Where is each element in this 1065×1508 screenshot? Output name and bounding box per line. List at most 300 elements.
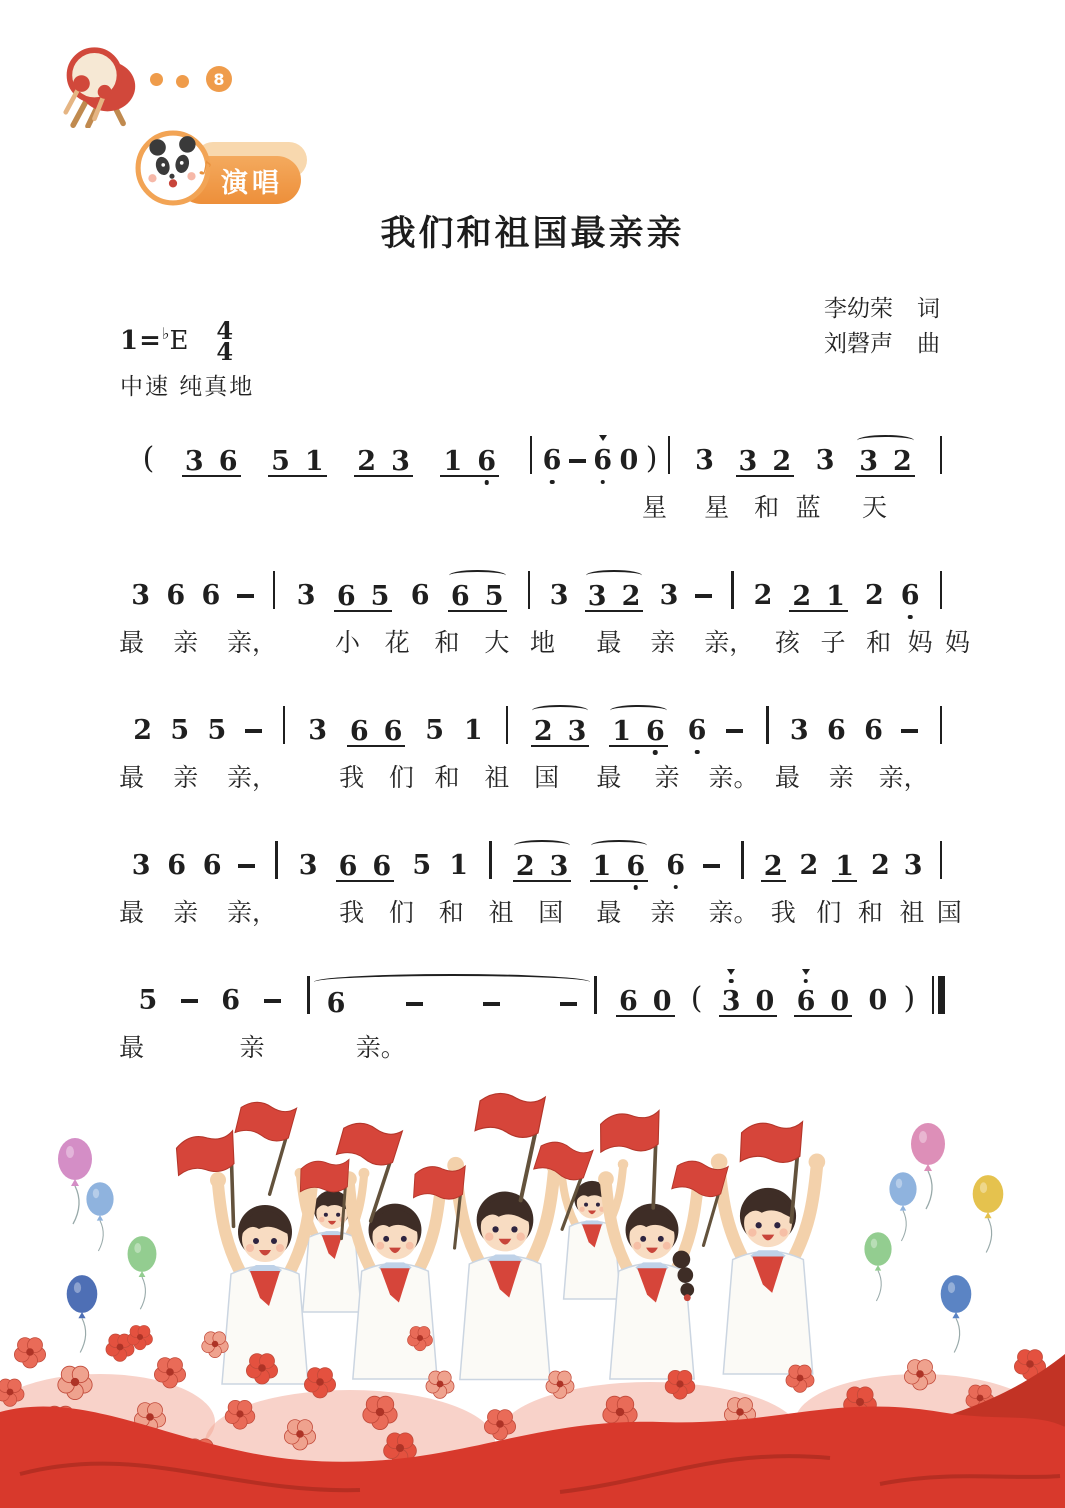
note-digit: 0 [652, 985, 672, 1017]
lyric-syllable: 亲 [173, 898, 199, 927]
slur-arc [314, 974, 591, 990]
note-digit: 6 [618, 985, 638, 1017]
note-digit: 3 [659, 580, 679, 611]
note-digit: 2 [792, 580, 812, 612]
note [550, 582, 569, 609]
lyric-syllable: 蓝 [795, 493, 821, 522]
barline [273, 571, 276, 609]
duration-dash [695, 594, 712, 598]
note-digit: 3 [549, 580, 569, 611]
note-digit: 5 [484, 580, 504, 612]
note [184, 445, 204, 477]
note-digit: 6 [221, 985, 241, 1016]
note [666, 852, 685, 879]
note-digit: 3 [859, 445, 879, 477]
low-octave-dot [695, 750, 700, 755]
note-digit: 5 [138, 985, 158, 1016]
note [593, 447, 612, 474]
note [549, 850, 569, 882]
lyricist-credit [824, 292, 940, 327]
measure [495, 850, 739, 882]
high-octave-dot [729, 979, 734, 984]
lyric-syllable: 最 [119, 763, 145, 792]
note [349, 715, 369, 747]
note-digit: 5 [271, 445, 290, 477]
note-digit: 1 [463, 715, 483, 746]
flower [14, 1338, 45, 1368]
score-system-3 [115, 694, 945, 792]
note [660, 582, 679, 609]
note-digit: 6 [349, 715, 369, 747]
note-digit: 1 [592, 850, 612, 882]
notes-row [115, 829, 945, 882]
note-digit: 2 [772, 445, 792, 477]
note-digit: 3 [738, 445, 758, 477]
low-octave-dot [653, 750, 658, 755]
notes-row [115, 694, 945, 747]
lyric-syllable: 和 [438, 898, 464, 927]
flat-icon: ♭ [161, 323, 170, 343]
note [370, 580, 390, 612]
note [792, 580, 812, 612]
note [326, 987, 346, 1019]
slur-arc [514, 840, 571, 851]
lyric-syllable: 祖 [484, 763, 510, 792]
measure [511, 715, 763, 747]
time-signature [216, 316, 234, 366]
slurred-note-group [590, 850, 649, 882]
note [132, 852, 151, 879]
score-system-2 [115, 559, 971, 657]
note [449, 852, 468, 879]
barline [940, 706, 943, 744]
balloon [86, 1182, 113, 1251]
note-digit: 6 [796, 985, 816, 1017]
slurred-note-group [531, 715, 590, 747]
beamed-note-group [336, 850, 395, 882]
measure [281, 850, 487, 882]
measure [747, 850, 937, 882]
note-digit: 5 [207, 715, 227, 746]
note [652, 985, 672, 1017]
note-digit: 3 [903, 850, 923, 881]
note-digit: 2 [357, 445, 377, 477]
meter-upper: 4 [216, 316, 234, 345]
lyric-syllable: 们 [816, 898, 842, 927]
accent-mark [599, 435, 607, 441]
slur-arc [610, 705, 667, 716]
note-digit: 6 [477, 445, 497, 477]
low-octave-dot [484, 480, 489, 485]
note [207, 717, 226, 744]
decorative-dot [176, 75, 189, 88]
note-digit: 3 [721, 985, 741, 1017]
slurred-note-group [609, 715, 668, 747]
lyric-syllable: 星 [704, 493, 730, 522]
balloon [58, 1138, 92, 1224]
lyric-syllable: 和 [434, 763, 460, 792]
note-digit: 6 [666, 850, 686, 881]
note-digit: 6 [338, 850, 358, 882]
note-digit: 6 [372, 850, 392, 882]
note [304, 445, 324, 477]
lyric-syllable: 亲， [878, 763, 929, 792]
lyric-syllable: 大 [484, 628, 510, 657]
low-octave-dot [673, 885, 678, 890]
measure [673, 445, 936, 477]
note [201, 582, 220, 609]
note [865, 582, 884, 609]
note-digit: 3 [587, 580, 607, 612]
measure [278, 580, 524, 612]
measure [115, 441, 527, 477]
drum-illustration [58, 40, 142, 128]
measure [737, 580, 937, 612]
notes-row [115, 424, 945, 477]
note-digit: 2 [799, 850, 819, 881]
composer-name: 刘磬声 [824, 331, 893, 357]
note [587, 580, 607, 612]
note [336, 580, 356, 612]
lyric-syllable: 祖 [488, 898, 514, 927]
beamed-note-group [334, 580, 393, 612]
lyric-syllable: 星 [642, 493, 668, 522]
note [484, 580, 504, 612]
note-digit: 5 [370, 580, 390, 612]
lyric-syllable: 最 [596, 628, 622, 657]
beamed-note-group [789, 580, 848, 612]
note [450, 580, 470, 612]
note [901, 582, 920, 609]
duration-dash [238, 864, 255, 868]
slurred-note-group [585, 580, 644, 612]
note [763, 850, 783, 882]
note [338, 850, 358, 882]
child [711, 1154, 825, 1374]
note [816, 447, 835, 474]
barline [668, 436, 671, 474]
note [893, 445, 912, 477]
children-illustration [0, 1082, 1065, 1508]
composer-credit [824, 327, 940, 362]
lyricist-name: 李幼荣 [824, 296, 893, 322]
singing-section-badge [133, 128, 318, 216]
lyric-syllable: 和 [754, 493, 780, 522]
duration-dash [237, 594, 254, 598]
lyric-syllable: 们 [388, 763, 414, 792]
notes-row [115, 964, 945, 1019]
balloon [128, 1236, 157, 1309]
note-digit: 2 [133, 715, 153, 746]
page-number-badge [206, 66, 232, 92]
balloon [864, 1232, 891, 1301]
note-digit: 6 [646, 715, 665, 747]
lyric-syllable: 亲， [227, 763, 278, 792]
note [170, 717, 189, 744]
measure [288, 715, 502, 747]
lyric-syllable: 亲 [650, 898, 676, 927]
panda-icon [135, 130, 215, 206]
note-digit: 1 [304, 445, 324, 477]
lyric-syllable: 妈 [907, 628, 933, 657]
close-paren: ) [903, 981, 916, 1016]
note [477, 445, 497, 477]
note-digit: 6 [626, 850, 646, 882]
balloon [911, 1123, 945, 1209]
low-octave-dot [550, 480, 555, 485]
note [560, 1002, 577, 1017]
score-system-1 [115, 424, 945, 522]
beamed-note-group [761, 850, 786, 882]
duration-dash [264, 999, 281, 1003]
duration-dash [569, 459, 586, 463]
lyric-syllable: 我 [339, 763, 365, 792]
note-digit: 0 [868, 985, 888, 1016]
note [755, 985, 775, 1017]
key-signature [120, 316, 234, 366]
note [218, 445, 238, 477]
section-label: 演唱 [221, 167, 283, 199]
note [271, 445, 290, 477]
barline [506, 706, 509, 744]
barline [594, 976, 597, 1014]
note-digit: 6 [864, 715, 883, 746]
note [411, 582, 430, 609]
beamed-note-group [616, 985, 675, 1017]
barline [731, 571, 734, 609]
lyric-syllable: 和 [434, 628, 460, 657]
note-digit: 6 [326, 987, 346, 1019]
note-digit: 3 [391, 445, 410, 477]
barline [940, 841, 943, 879]
lyric-syllable: 地 [530, 628, 556, 657]
note-digit: 2 [533, 715, 553, 747]
note-digit: 6 [450, 580, 470, 612]
note [167, 852, 186, 879]
credits [824, 292, 940, 362]
lyric-syllable: 们 [388, 898, 414, 927]
measure [600, 981, 932, 1017]
note-digit: 1 [835, 850, 855, 882]
open-paren: ( [142, 441, 155, 476]
note [543, 447, 562, 474]
note-digit: 1 [443, 445, 463, 477]
beamed-note-group [794, 985, 853, 1017]
note-digit: 6 [410, 580, 430, 611]
note [790, 717, 809, 744]
lyric-syllable: 国 [936, 898, 962, 927]
note [618, 985, 638, 1017]
note-digit: 6 [336, 580, 356, 612]
beamed-note-group [719, 985, 778, 1017]
note [646, 715, 665, 747]
note [620, 447, 639, 474]
lyrics-row [115, 1028, 945, 1062]
lyrics-row [115, 623, 971, 657]
lyric-syllable: 和 [866, 628, 892, 657]
note-digit: 0 [755, 985, 775, 1017]
note-digit: 1 [449, 850, 469, 881]
lyric-syllable: 亲 [650, 628, 676, 657]
note [464, 717, 483, 744]
score-system-5 [115, 964, 945, 1062]
note [800, 852, 819, 879]
note-digit: 3 [549, 850, 569, 882]
note-digit: 2 [515, 850, 535, 882]
note-digit: 3 [567, 715, 587, 747]
barline [940, 436, 943, 474]
beamed-note-group [354, 445, 413, 477]
note-digit: 3 [308, 715, 327, 746]
measure [115, 852, 272, 879]
slur-arc [449, 570, 506, 581]
slurred-note-group [313, 987, 592, 1019]
note [695, 447, 714, 474]
note [871, 852, 890, 879]
note [383, 715, 403, 747]
balloon [889, 1172, 916, 1241]
lyric-syllable: 亲 [173, 628, 199, 657]
note [864, 717, 883, 744]
note-digit: 6 [201, 580, 221, 611]
balloon [973, 1175, 1004, 1252]
note [425, 717, 444, 744]
barline [741, 841, 744, 879]
note [721, 985, 741, 1017]
note [868, 987, 887, 1014]
note [621, 580, 641, 612]
note [391, 445, 410, 477]
lyric-syllable: 亲。 [355, 1033, 406, 1062]
note-digit: 3 [131, 850, 151, 881]
note [203, 852, 222, 879]
notes-row [115, 559, 945, 612]
note [308, 717, 327, 744]
key-note: E [169, 326, 189, 356]
note [826, 580, 845, 612]
lyricist-role: 词 [917, 296, 940, 322]
note [859, 445, 879, 477]
note [904, 852, 923, 879]
note [827, 717, 846, 744]
meter-lower: 4 [216, 337, 234, 366]
lyric-syllable: 小 [334, 628, 360, 657]
note-digit: 2 [621, 580, 641, 612]
barline [530, 436, 533, 474]
barline [489, 841, 492, 879]
note [406, 1002, 423, 1017]
barline [766, 706, 769, 744]
flower [786, 1365, 814, 1392]
note [796, 985, 816, 1017]
note [612, 715, 632, 747]
measure [772, 717, 937, 744]
note [754, 582, 773, 609]
lyric-syllable: 祖 [899, 898, 925, 927]
lyric-syllable: 花 [384, 628, 410, 657]
note-digit: 6 [218, 445, 238, 477]
lyric-syllable: 我 [339, 898, 365, 927]
lyric-syllable: 亲， [227, 628, 278, 657]
lyric-syllable: 我 [770, 898, 796, 927]
note-digit: 3 [815, 445, 835, 476]
note-digit: 0 [619, 445, 639, 476]
measure [115, 582, 270, 609]
note [372, 850, 392, 882]
beamed-note-group [832, 850, 857, 882]
lyric-syllable: 亲。 [708, 763, 759, 792]
note-digit: 3 [298, 850, 318, 881]
lyrics-row [115, 758, 945, 792]
note [592, 850, 612, 882]
measure [115, 987, 304, 1014]
note-digit: 3 [184, 445, 204, 477]
note-digit: 3 [789, 715, 809, 746]
final-barline [932, 976, 946, 1014]
note-digit: 6 [900, 580, 920, 611]
note-digit: 3 [131, 580, 151, 611]
key-base: 1= [120, 326, 162, 356]
note [567, 715, 587, 747]
slur-arc [532, 705, 589, 716]
composer-role: 曲 [917, 331, 940, 357]
beamed-note-group [347, 715, 406, 747]
note-digit: 6 [827, 715, 846, 746]
close-paren: ) [645, 441, 658, 476]
duration-dash [560, 1002, 577, 1006]
slurred-note-group [513, 850, 572, 882]
note-digit: 5 [412, 850, 432, 881]
illustration-canvas [0, 1082, 1065, 1508]
drum-icon [58, 40, 142, 128]
lyric-syllable: 天 [862, 493, 888, 522]
note [483, 1002, 500, 1017]
slur-arc [586, 570, 643, 581]
note-digit: 5 [170, 715, 190, 746]
beamed-note-group [736, 445, 795, 477]
lyric-syllable: 最 [596, 898, 622, 927]
lyrics-row [115, 893, 962, 927]
child [447, 1157, 562, 1380]
lyric-syllable: 国 [538, 898, 564, 927]
note [138, 987, 157, 1014]
final-barline-thick [938, 976, 945, 1014]
duration-dash [901, 729, 918, 733]
song-title: 我们和祖国最亲亲 [380, 213, 685, 254]
lyric-syllable: 亲， [704, 628, 755, 657]
lyric-syllable: 亲 [828, 763, 854, 792]
note [533, 715, 553, 747]
note [835, 850, 855, 882]
note [772, 445, 792, 477]
tempo-marking: 中速 纯真地 [120, 374, 255, 400]
low-octave-dot [908, 615, 913, 620]
note [221, 987, 240, 1014]
note-digit: 1 [612, 715, 632, 747]
lyric-syllable: 亲 [654, 763, 680, 792]
note-digit: 3 [296, 580, 316, 611]
note-digit: 0 [830, 985, 850, 1017]
note [443, 445, 463, 477]
low-octave-dot [600, 480, 605, 485]
note-digit: 3 [695, 445, 714, 476]
slur-arc [857, 435, 914, 446]
lyric-syllable: 亲， [227, 898, 278, 927]
music-note-icon: ♪ [196, 154, 215, 182]
lyric-syllable: 妈 [945, 628, 971, 657]
lyrics-row [115, 488, 945, 522]
barline [528, 571, 531, 609]
